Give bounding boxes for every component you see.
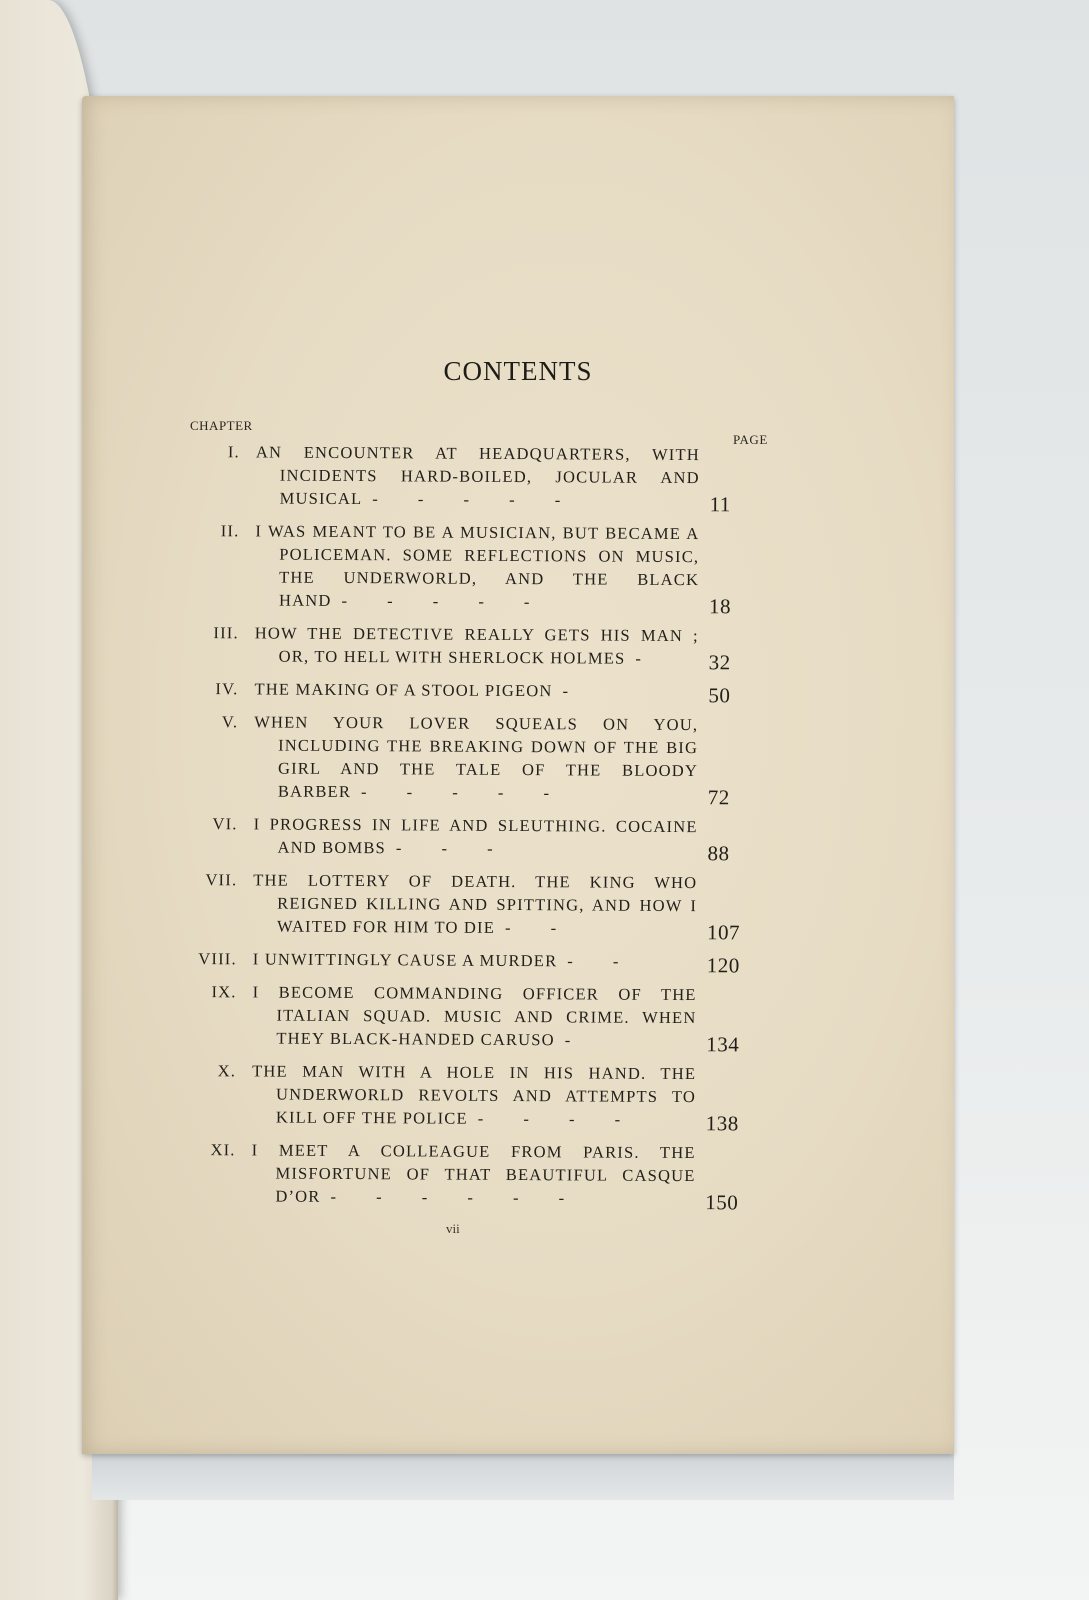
chapter-number: IV.	[215, 679, 239, 699]
leader-dots: - -	[567, 951, 637, 971]
chapter-number: II.	[220, 521, 240, 541]
chapter-title-text: I MEET A COLLEAGUE FROM PARIS. THE MISFORTUNE OF THAT BEAUTIFUL CASQUE D’OR	[251, 1140, 696, 1206]
folio-page-number: vii	[446, 1221, 460, 1236]
chapter-title-text: THE MAKING OF A STOOL PIGEON	[254, 679, 553, 701]
chapter-title	[253, 812, 767, 861]
toc-entry	[181, 1138, 765, 1215]
chapter-number: V.	[221, 712, 239, 732]
leader-dots: - - - - - -	[330, 1186, 583, 1208]
chapter-number: III.	[213, 623, 239, 643]
chapter-title	[252, 980, 766, 1052]
page-number: 134	[706, 1032, 740, 1057]
leader-dots: - - -	[395, 838, 511, 858]
chapter-title	[252, 1059, 766, 1131]
chapter-title	[253, 868, 767, 940]
page-number: 138	[705, 1111, 739, 1136]
chapter-title	[251, 1138, 765, 1210]
chapter-number: IX.	[211, 982, 237, 1002]
page-column-label: PAGE	[733, 432, 768, 447]
leader-dots: - - - - -	[361, 782, 568, 803]
leader-dots: -	[562, 681, 587, 701]
toc-entry	[186, 440, 770, 517]
leader-dots: - -	[504, 917, 575, 938]
toc-entry	[183, 947, 767, 978]
page-number: 72	[707, 785, 730, 810]
page-title: CONTENTS	[443, 356, 593, 386]
leader-dots: -	[564, 1030, 589, 1050]
chapter-title-text: I WAS MEANT TO BE A MUSICIAN, BUT BECAME A POLICEMAN. SOME REFLECTIONS ON MUSIC, THE UNDERWORLD, AND THE BLACK HAND	[255, 521, 700, 610]
page-number: 88	[707, 841, 730, 866]
chapter-title-text: WHEN YOUR LOVER SQUEALS ON YOU, INCLUDING THE BREAKING DOWN OF THE BIG GIRL AND THE TALE OF THE BLOODY BARBER	[254, 712, 699, 802]
chapter-title	[253, 947, 767, 973]
toc-entry	[183, 812, 767, 866]
leader-dots: - - - -	[477, 1108, 639, 1129]
chapter-title-text: I UNWITTINGLY CAUSE A MURDER	[252, 949, 558, 971]
chapter-title-text: HOW THE DETECTIVE REALLY GETS HIS MAN ; OR, TO HELL WITH SHERLOCK HOLMES	[254, 623, 699, 668]
toc-entry	[182, 980, 766, 1057]
page-number: 11	[709, 492, 731, 517]
page-number: 32	[708, 650, 731, 675]
chapter-title-text: AN ENCOUNTER AT HEADQUARTERS, WITH INCIDENTS HARD-BOILED, JOCULAR AND MUSICAL	[255, 442, 700, 509]
chapter-number: X.	[217, 1061, 237, 1081]
page-number: 150	[705, 1190, 739, 1215]
toc-entry	[183, 868, 767, 945]
page-number: 18	[708, 594, 732, 619]
chapter-title	[254, 710, 769, 805]
chapter-column-label: CHAPTER	[190, 418, 253, 433]
page-number: 120	[706, 953, 740, 978]
chapter-number: VI.	[212, 814, 238, 834]
chapter-title-text: I BECOME COMMANDING OFFICER OF THE ITALIAN SQUAD. MUSIC AND CRIME. WHEN THEY BLACK-HANDED CARUSO	[252, 982, 697, 1050]
toc-entry	[184, 677, 768, 708]
chapter-title	[254, 677, 768, 703]
chapter-number: I.	[227, 442, 240, 462]
toc-entry	[185, 621, 769, 675]
table-of-contents	[181, 440, 770, 1221]
toc-entry	[184, 710, 769, 810]
chapter-title-text: THE MAN WITH A HOLE IN HIS HAND. THE UNDERWORLD REVOLTS AND ATTEMPTS TO KILL OFF THE POLICE	[252, 1061, 697, 1128]
page-number: 107	[706, 920, 741, 945]
toc-entry	[182, 1059, 766, 1136]
chapter-number: XI.	[210, 1140, 236, 1160]
chapter-title	[255, 621, 769, 670]
chapter-title-text: I PROGRESS IN LIFE AND SLEUTHING. COCAINE AND BOMBS	[253, 814, 698, 858]
chapter-title	[255, 519, 770, 614]
chapter-number: VII.	[205, 870, 238, 890]
chapter-title-text: THE LOTTERY OF DEATH. THE KING WHO REIGNED KILLING AND SPITTING, AND HOW I WAITED FOR HIM TO DIE	[253, 870, 698, 937]
toc-entry	[185, 519, 770, 619]
chapter-number: VIII.	[198, 949, 237, 969]
leader-dots: -	[635, 648, 659, 668]
page-number: 50	[708, 683, 731, 708]
leader-dots: - - - - -	[372, 489, 579, 510]
book-page	[82, 96, 954, 1454]
chapter-title	[256, 440, 770, 512]
leader-dots: - - - - -	[341, 590, 548, 612]
